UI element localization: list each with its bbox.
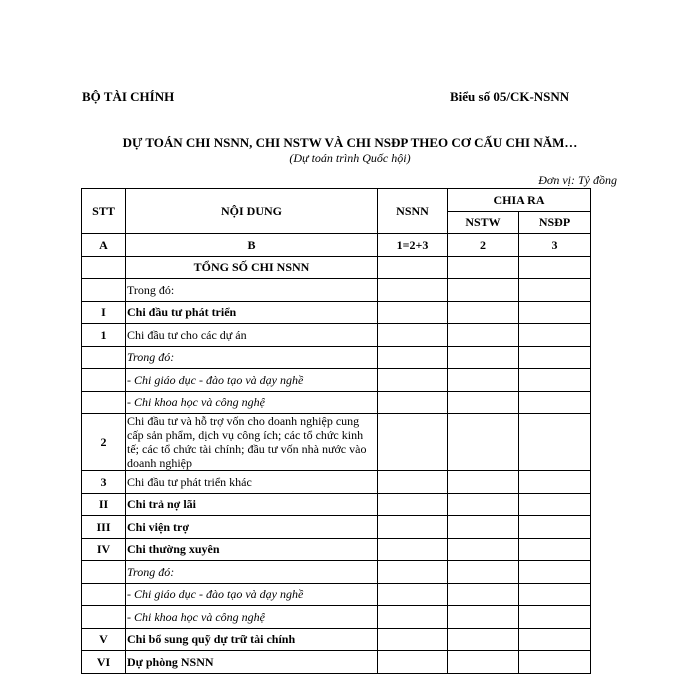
table-row bbox=[82, 414, 591, 471]
table-row bbox=[82, 561, 591, 584]
row-stt bbox=[82, 391, 126, 414]
row-nsnn bbox=[378, 493, 448, 516]
row-nsnn bbox=[378, 651, 448, 674]
row-nstw bbox=[448, 606, 519, 629]
index-cell: A bbox=[82, 234, 126, 257]
row-content: Trong đó: bbox=[126, 561, 378, 584]
row-stt: 2 bbox=[82, 414, 126, 471]
unit-label: Đơn vị: Tỷ đồng bbox=[538, 173, 617, 187]
row-nsdp bbox=[519, 606, 591, 629]
row-content: - Chi giáo dục - đào tạo và dạy nghề bbox=[126, 583, 378, 606]
row-content: Chi viện trợ bbox=[126, 516, 378, 539]
row-nsdp bbox=[519, 628, 591, 651]
row-stt bbox=[82, 256, 126, 279]
header-stt: STT bbox=[82, 189, 126, 234]
table-row bbox=[82, 369, 591, 392]
row-nsdp bbox=[519, 651, 591, 674]
row-content: Chi trả nợ lãi bbox=[126, 493, 378, 516]
header-nstw: NSTW bbox=[448, 211, 519, 234]
row-nstw bbox=[448, 391, 519, 414]
row-content: Trong đó: bbox=[126, 346, 378, 369]
row-stt: III bbox=[82, 516, 126, 539]
row-stt bbox=[82, 606, 126, 629]
table-row bbox=[82, 606, 591, 629]
table-row bbox=[82, 493, 591, 516]
row-stt: I bbox=[82, 301, 126, 324]
row-stt bbox=[82, 346, 126, 369]
table-row bbox=[82, 583, 591, 606]
row-stt bbox=[82, 369, 126, 392]
row-nstw bbox=[448, 516, 519, 539]
row-nstw bbox=[448, 414, 519, 471]
row-nsdp bbox=[519, 391, 591, 414]
row-nsdp bbox=[519, 493, 591, 516]
index-row bbox=[82, 234, 591, 257]
row-nstw bbox=[448, 583, 519, 606]
row-nstw bbox=[448, 369, 519, 392]
row-nsnn bbox=[378, 516, 448, 539]
row-content: Dự phòng NSNN bbox=[126, 651, 378, 674]
row-nsdp bbox=[519, 414, 591, 471]
organization-name: BỘ TÀI CHÍNH bbox=[82, 89, 175, 104]
header-nsnn: NSNN bbox=[378, 189, 448, 234]
row-nsnn bbox=[378, 628, 448, 651]
table-row bbox=[82, 324, 591, 347]
row-content: Trong đó: bbox=[126, 279, 378, 302]
table-row bbox=[82, 628, 591, 651]
table-row bbox=[82, 391, 591, 414]
row-nsnn bbox=[378, 279, 448, 302]
row-content: Chi thường xuyên bbox=[126, 538, 378, 561]
row-nstw bbox=[448, 324, 519, 347]
row-nstw bbox=[448, 279, 519, 302]
row-nsdp bbox=[519, 369, 591, 392]
row-nsdp bbox=[519, 346, 591, 369]
table-row bbox=[82, 256, 591, 279]
row-nsdp bbox=[519, 538, 591, 561]
row-nsdp bbox=[519, 516, 591, 539]
row-nsnn bbox=[378, 256, 448, 279]
row-nstw bbox=[448, 471, 519, 494]
document-subtitle: (Dự toán trình Quốc hội) bbox=[289, 151, 411, 165]
row-stt: 1 bbox=[82, 324, 126, 347]
row-nstw bbox=[448, 561, 519, 584]
row-nsnn bbox=[378, 583, 448, 606]
row-nsnn bbox=[378, 561, 448, 584]
row-nstw bbox=[448, 301, 519, 324]
row-nsnn bbox=[378, 414, 448, 471]
row-stt: V bbox=[82, 628, 126, 651]
row-nsnn bbox=[378, 538, 448, 561]
budget-table bbox=[81, 188, 591, 674]
row-content: Chi đầu tư và hỗ trợ vốn cho doanh nghiệp cung cấp sản phẩm, dịch vụ công ích; các tổ chức kinh tế; các tổ chức tài chính; đầu tư vốn nhà nước vào doanh nghiệp bbox=[126, 414, 378, 471]
table-row bbox=[82, 651, 591, 674]
row-nsdp bbox=[519, 279, 591, 302]
header-row-1 bbox=[82, 189, 591, 212]
row-content: Chi đầu tư phát triển khác bbox=[126, 471, 378, 494]
row-nsdp bbox=[519, 256, 591, 279]
row-stt: VI bbox=[82, 651, 126, 674]
row-nsdp bbox=[519, 561, 591, 584]
row-stt bbox=[82, 279, 126, 302]
row-content: - Chi giáo dục - đào tạo và dạy nghề bbox=[126, 369, 378, 392]
header-split: CHIA RA bbox=[448, 189, 591, 212]
table-row bbox=[82, 346, 591, 369]
index-cell: 1=2+3 bbox=[378, 234, 448, 257]
row-nsnn bbox=[378, 346, 448, 369]
table-row bbox=[82, 516, 591, 539]
row-nsnn bbox=[378, 324, 448, 347]
row-content: Chi đầu tư phát triển bbox=[126, 301, 378, 324]
row-content: - Chi khoa học và công nghệ bbox=[126, 606, 378, 629]
index-cell: B bbox=[126, 234, 378, 257]
table-row bbox=[82, 279, 591, 302]
index-cell: 3 bbox=[519, 234, 591, 257]
row-nsnn bbox=[378, 606, 448, 629]
row-nsnn bbox=[378, 391, 448, 414]
row-nstw bbox=[448, 256, 519, 279]
row-nsdp bbox=[519, 471, 591, 494]
table-row bbox=[82, 538, 591, 561]
table-row bbox=[82, 301, 591, 324]
row-nstw bbox=[448, 346, 519, 369]
row-content: Chi bổ sung quỹ dự trữ tài chính bbox=[126, 628, 378, 651]
row-content: - Chi khoa học và công nghệ bbox=[126, 391, 378, 414]
row-nsdp bbox=[519, 324, 591, 347]
row-nsdp bbox=[519, 301, 591, 324]
form-number: Biểu số 05/CK-NSNN bbox=[450, 89, 570, 104]
row-nsnn bbox=[378, 471, 448, 494]
document-title: DỰ TOÁN CHI NSNN, CHI NSTW VÀ CHI NSĐP THEO CƠ CẤU CHI NĂM… bbox=[122, 135, 578, 150]
row-nstw bbox=[448, 538, 519, 561]
header-content: NỘI DUNG bbox=[126, 189, 378, 234]
row-stt bbox=[82, 583, 126, 606]
row-nsdp bbox=[519, 583, 591, 606]
row-nstw bbox=[448, 651, 519, 674]
row-nstw bbox=[448, 628, 519, 651]
row-stt: II bbox=[82, 493, 126, 516]
row-nstw bbox=[448, 493, 519, 516]
row-nsnn bbox=[378, 369, 448, 392]
row-content: TỔNG SỐ CHI NSNN bbox=[126, 256, 378, 279]
row-stt: IV bbox=[82, 538, 126, 561]
row-content: Chi đầu tư cho các dự án bbox=[126, 324, 378, 347]
row-stt bbox=[82, 561, 126, 584]
row-stt: 3 bbox=[82, 471, 126, 494]
header-nsdp: NSĐP bbox=[519, 211, 591, 234]
row-nsnn bbox=[378, 301, 448, 324]
table-row bbox=[82, 471, 591, 494]
index-cell: 2 bbox=[448, 234, 519, 257]
